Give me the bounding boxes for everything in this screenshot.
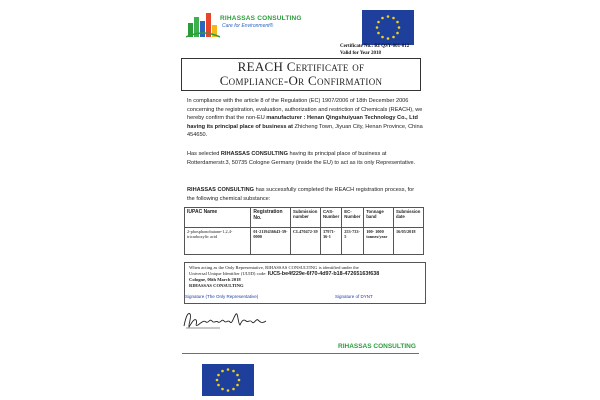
logo-title: RIHASSAS CONSULTING	[220, 15, 302, 22]
col-header-cas: CAS-Number	[321, 208, 342, 228]
uuid-intro: When acting as the Only Representative, RIHASSAS CONSULTING is identified under the	[189, 265, 359, 270]
col-header-ec: EC-Number	[342, 208, 364, 228]
representative-company: RIHASSAS CONSULTING	[220, 151, 288, 157]
completion-text: has successfully completed the REACH registration process, for the following chemical substance:	[187, 187, 415, 202]
table-row	[185, 228, 424, 255]
col-header-iupac: IUPAC Name	[185, 208, 251, 228]
cell-registration-no: 01-2119436643-39-0000	[251, 228, 291, 255]
representative-address: having its principal place of business at Rotterdamerstr.3, 50735 Cologne Germany (inside the EU) to act as its only Representative.	[187, 151, 416, 166]
valid-year: Valid for Year 2018	[340, 51, 381, 56]
issue-place-date: Cologne, 06th March 2018	[189, 277, 241, 282]
completion-paragraph	[187, 186, 423, 203]
footer-divider	[182, 353, 419, 354]
cell-iupac-name: 2-phosphonobutane-1,2,4-tricarboxylic acid	[185, 228, 251, 255]
eu-flag-bottom-icon	[202, 364, 254, 396]
certificate-number: Certificate No.: RI QSY-001-012	[340, 44, 410, 49]
cell-cas-number: 37971-36-1	[321, 228, 342, 255]
issuer-name: RIHASSAS CONSULTING	[189, 283, 244, 288]
representative-lead: Has selected	[187, 151, 221, 157]
cell-submission-number: CL470472-39	[291, 228, 321, 255]
uuid-code: IUC5-be4f229e-6f70-4d97-b18-47265163f638	[267, 271, 380, 277]
manufacturer-text: manufacturer : Henan Qingshuiyuan Technology Co., Ltd having its principal place of business at	[187, 115, 418, 130]
cell-ec-number: 253-733-5	[342, 228, 364, 255]
company-logo	[186, 9, 302, 43]
cell-tonnage-band: 100- 1000 tonnes/year	[364, 228, 394, 255]
substance-table	[184, 207, 424, 255]
handwritten-signature	[180, 306, 270, 332]
table-header-row	[185, 208, 424, 228]
col-header-tonnage: Tonnage band	[364, 208, 394, 228]
col-header-registration: Registration No.	[251, 208, 291, 228]
footer-brand: RIHASSAS CONSULTING	[338, 343, 416, 350]
representative-paragraph	[187, 150, 423, 167]
manufacturer-address: Zhicheng Town, Jiyuan City, Henan Province, China 454650.	[187, 123, 423, 139]
signature-label-representative: Signature (The Only Representative)	[185, 294, 259, 299]
certificate-title-line-2: Compliance-Or Confirmation	[219, 73, 383, 88]
logo-tagline: Care for Environment®	[222, 23, 274, 29]
col-header-date: Submission date	[393, 208, 423, 228]
col-header-submission-number: Submission number	[291, 208, 321, 228]
eu-flag-icon	[362, 10, 414, 45]
certificate-title-line-1: REACH Certificate of	[237, 59, 365, 74]
uuid-label: Universal Unique Identifier (UUID) code:	[189, 271, 268, 276]
signature-label-dynt: Signature of DYNT	[335, 294, 373, 299]
certificate-title-box	[181, 58, 421, 91]
compliance-text: In compliance with the article 8 of the Regulation (EC) 1907/2006 of 18th December 2006 concerning the registration, evaluation, authorization and restriction of Chemicals (REACH), we hereby confirm that the non-EU	[187, 98, 423, 122]
logo-graphic-icon	[186, 9, 220, 41]
compliance-paragraph	[187, 97, 423, 140]
completion-company: RIHASSAS CONSULTING	[187, 187, 255, 193]
cell-submission-date: 16/05/2018	[393, 228, 423, 255]
